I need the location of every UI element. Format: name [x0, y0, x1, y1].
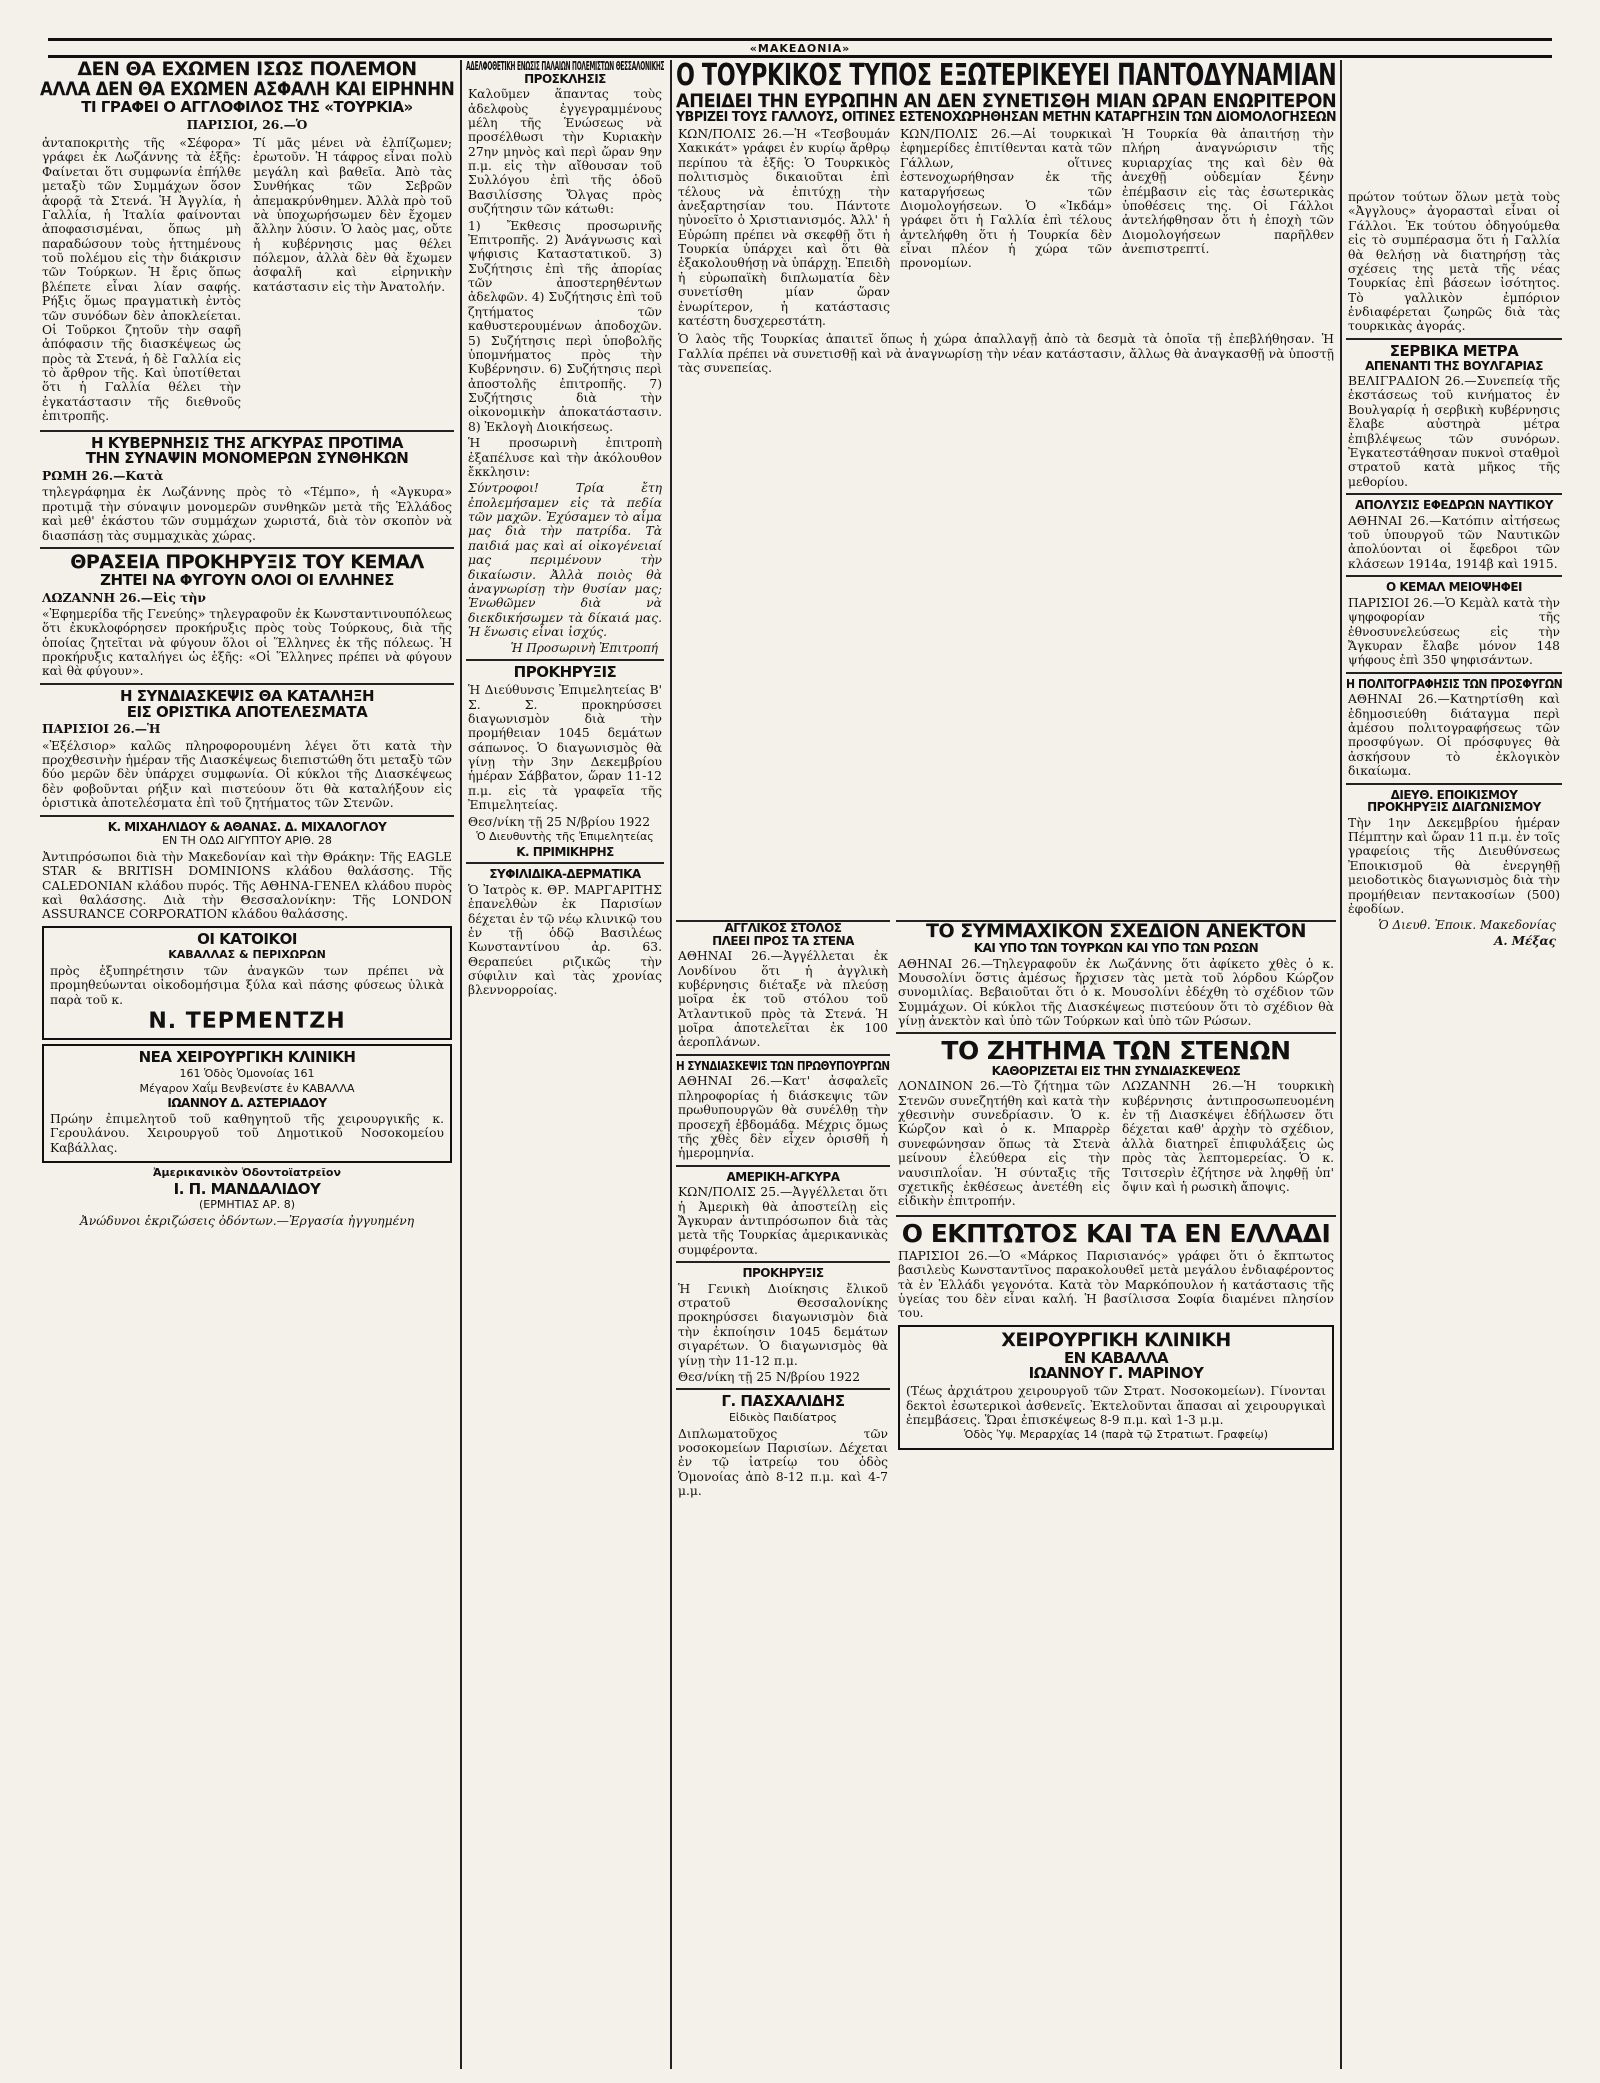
column-5 [1346, 60, 1562, 2069]
signature: Ὁ Διευθ. Ἐποικ. Μακεδονίας [1378, 918, 1556, 933]
ad-line: Μέγαρον Χαΐμ Βενβενίστε ἐν ΚΑΒΑΛΛΑ [139, 1081, 355, 1095]
headline: ΑΠΕΝΑΝΤΙ ΤΗΣ ΒΟΥΛΓΑΡΙΑΣ [1365, 358, 1543, 373]
divider [40, 683, 454, 685]
divider [1346, 672, 1562, 674]
divider [1346, 493, 1562, 495]
ad-name: Ι. Π. ΜΑΝΔΑΛΙΔΟΥ [173, 1179, 321, 1198]
headline: Η ΚΥΒΕΡΝΗΣΙΣ ΤΗΣ ΑΓΚΥΡΑΣ ΠΡΟΤΙΜΑ [91, 433, 403, 452]
column-3a [676, 920, 890, 2069]
article-text: Τί μᾶς μένει νὰ ἐλπίζωμεν; ἐρωτοῦν. Ἡ τάφρος εἶναι πολὺ μεγάλη καὶ βαθεῖα. Ἀπὸ τὰς Συνθήκας τῶν Σεβρῶν ἀπεμακρύνθημεν. Ἀλλὰ πρὸ τοῦ νὰ ὑποχωρήσωμεν δὲν ἔχομεν ἄλλην λύσιν. Ὁ λαὸς μας, οὔτε ἡ κυβέρνησις μας θέλει πόλεμον, ἀλλὰ δὲν θὰ ἔχωμεν ἀσφαλῆ καὶ εἰρηνικὴν κατάστασιν εἰς τὴν Ἀνατολήν. [253, 136, 452, 294]
ad-box [898, 1325, 1334, 1450]
divider [466, 862, 664, 864]
article-columns [896, 1077, 1336, 1210]
ad-name: ΙΩΑΝΝΟΥ Γ. ΜΑΡΙΝΟΥ [1028, 1364, 1204, 1383]
headline: ΚΑΙ ΥΠΟ ΤΩΝ ΤΟΥΡΚΩΝ ΚΑΙ ΥΠΟ ΤΩΝ ΡΩΣΩΝ [973, 940, 1259, 955]
headline: ΑΠΕΙΔΕΙ ΤΗΝ ΕΥΡΩΠΗΝ ΑΝ ΔΕΝ ΣΥΝΕΤΙΣΘΗ ΜΙΑΝ ΩΡΑΝ ΕΝΩΡΙΤΕΡΟΝ [676, 89, 1336, 112]
signature: Ὁ Διευθυντὴς τῆς Ἐπιμελητείας [476, 829, 654, 843]
article-text: ΑΘΗΝΑΙ 26.—Ἀγγέλλεται ἐκ Λονδίνου ὅτι ἡ ἀγγλικὴ κυβέρνησις διέταξε νὰ πλεύσῃ μοῖρα ἐκ τοῦ στόλου τοῦ Ἀτλαντικοῦ πρὸς τὰ Στενά. Ἡ μοῖρα ἀποτελεῖται ἐκ 100 ἀεροπλάνων. [678, 949, 888, 1050]
headline: ΘΡΑΣΕΙΑ ΠΡΟΚΗΡΥΞΙΣ ΤΟΥ ΚΕΜΑΛ [70, 550, 424, 573]
article-text: ΚΩΝ/ΠΟΛΙΣ 25.—Ἀγγέλλεται ὅτι ἡ Ἀμερικὴ θὰ ἀποστείλῃ εἰς Ἄγκυραν ἀντιπρόσωπον διὰ τὰς μετὰ τῆς Τουρκίας ἀμερικανικὰς συμφέροντα. [678, 1185, 888, 1257]
headline: Η ΣΥΝΔΙΑΣΚΕΨΙΣ ΘΑ ΚΑΤΑΛΗΞΗ [120, 686, 374, 705]
column-4 [896, 920, 1336, 2069]
divider [40, 815, 454, 817]
ad-text: Διπλωματοῦχος τῶν νοσοκομείων Παρισίων. Δέχεται ἐν τῷ ἰατρείῳ του ὁδὸς Ὁμονοίας ἀπὸ 8-12 π.μ. καὶ 4-7 μ.μ. [678, 1426, 888, 1499]
article-text: ΒΕΛΙΓΡΑΔΙΟΝ 26.—Συνεπείᾳ τῆς ἐκστάσεως τοῦ κινήματος ἐν Βουλγαρίᾳ ἡ σερβικὴ κυβέρνησις ἔλαβε αὐστηρὰ μέτρα ἐπιβλέψεως τῶν συνόρων. Ἐγκατεστάθησαν πυκνοὶ σταθμοὶ στρατοῦ κατὰ μῆκος τῆς μεθορίου. [1348, 374, 1560, 489]
headline: ΚΑΘΟΡΙΖΕΤΑΙ ΕΙΣ ΤΗΝ ΣΥΝΔΙΑΣΚΕΨΕΩΣ [991, 1063, 1241, 1078]
divider [1346, 575, 1562, 577]
article-text: «Ἐφημερίδα τῆς Γενεύης» τηλεγραφοῦν ἐκ Κωνσταντινουπόλεως ὅτι ἐκυκλοφόρησεν προκήρυξις πρὸς τοὺς Τούρκους, διὰ τῆς ὁποίας ζητεῖται νὰ φύγουν ὅλοι οἱ Ἕλληνες ἐκ τῆς πόλεως. Ἡ προκήρυξις καταλήγει ὡς ἑξῆς: «Οἱ Ἕλληνες πρέπει νὰ φύγουν καὶ θὰ φύγουν». [42, 606, 452, 679]
ad-subtitle: ΕΝ ΚΑΒΑΛΛΑ [1063, 1348, 1169, 1367]
divider [1346, 338, 1562, 340]
article-text: ΛΩΖΑΝΝΗ 26.—Ἡ τουρκικὴ κυβέρνησις ἀντιπροσωπευομένη ἐν τῇ Διασκέψει ἐδήλωσεν ὅτι δέχεται καθ' ἀρχὴν τὸ σχέδιον, ἀλλὰ διατηρεῖ ἐπιφυλάξεις ὡς πρὸς τὰς λεπτομερείας. Ὁ κ. Τσιτσερὶν ἐζήτησε νὰ ληφθῇ ὑπ' ὄψιν καὶ ἡ ρωσικὴ ἄποψις. [1122, 1079, 1334, 1194]
article-text: ΠΑΡΙΣΙΟΙ 26.—Ὁ «Μάρκος Παρισιανός» γράφει ὅτι ὁ ἔκπτωτος βασιλεὺς Κωνσταντῖνος παρακολουθεῖ μετὰ μεγάλου ἐνδιαφέροντος τὰ ἐν Ἑλλάδι γεγονότα. Κατὰ τὸν Μαρκόπουλον ἡ κατάστασις τῆς ὑγείας του δὲν εἶναι καλή. Ἡ βασίλισσα Σοφία διαμένει πλησίον του. [898, 1248, 1334, 1321]
article-text: ΑΘΗΝΑΙ 26.—Κατόπιν αἰτήσεως τοῦ ὑπουργοῦ τῶν Ναυτικῶν ἀπολύονται οἱ ἔφεδροι τῶν κλάσεων 1914α, 1914β καὶ 1915. [1348, 513, 1560, 571]
headline: ΠΡΟΣΚΛΗΣΙΣ [524, 71, 606, 86]
article-text: ΚΩΝ/ΠΟΛΙΣ 26.—Αἱ τουρκικαὶ ἐφημερίδες ἐπιτίθενται κατὰ τῶν Γάλλων, οἵτινες ἐστενοχωρήθησαν ἐκ τῆς καταργήσεως τῶν Διομολογήσεων. Ὁ «Ἰκδάμ» γράφει ὅτι ἡ Γαλλία ἐπὶ τέλους ἀντελήφθη ὅτι ἡ Τουρκία δὲν εἶναι πλέον ἡ χώρα τῶν προνομίων. [900, 127, 1112, 271]
headline: ΠΡΟΚΗΡΥΞΙΣ [742, 1266, 824, 1281]
signature-name: Α. Μέξας [1494, 934, 1556, 949]
headline: ΠΡΟΚΗΡΥΞΙΣ ΔΙΑΓΩΝΙΣΜΟΥ [1367, 800, 1541, 815]
headline: ΠΛΕΕΙ ΠΡΟΣ ΤΑ ΣΤΕΝΑ [712, 933, 854, 948]
ad-box [42, 1044, 452, 1163]
ad-text: Ὁ Ἰατρὸς κ. ΘΡ. ΜΑΡΓΑΡΙΤΗΣ ἐπανελθὼν ἐκ Παρισίων δέχεται ἐν τῷ νέῳ κλινικῷ του ἐν τῇ ὁδῷ Βασιλέως Κωνσταντίνου ἀρ. 63. Θεραπεύει ριζικῶς τὴν σύφιλιν καὶ τὰς χρονίας βλεννορροίας. [468, 882, 662, 998]
headline: ΤΟ ΖΗΤΗΜΑ ΤΩΝ ΣΤΕΝΩΝ [941, 1036, 1291, 1066]
article-text: Ὁ λαὸς τῆς Τουρκίας ἀπαιτεῖ ὅπως ἡ χώρα ἀπαλλαγῇ ἀπὸ τὰ δεσμὰ τὰ ὁποῖα τῇ ἐπεβλήθησαν. Ἡ Γαλλία πρέπει νὰ συνετισθῇ καὶ νὰ ἀναγνωρίσῃ τὴν νέαν κατάστασιν, ἄλλως θὰ ἀναγκασθῇ νὰ ὑποστῇ τὰς συνεπείας. [678, 332, 1334, 376]
headline: ΑΜΕΡΙΚΗ-ΑΓΚΥΡΑ [726, 1169, 840, 1184]
ad-text: πρὸς ἐξυπηρέτησιν τῶν ἀναγκῶν των πρέπει νὰ προμηθεύωνται οἰκοδομήσιμα ξύλα καὶ πάσης φύσεως ὑλικὰ παρὰ τοῦ κ. [50, 964, 444, 1007]
ad-subtitle: (ΕΡΜΗΤΙΑΣ ΑΡ. 8) [198, 1198, 295, 1212]
article-columns [40, 134, 454, 426]
ad-subtitle: ΕΝ ΤΗ ΟΔΩ ΑΙΓΥΠΤΟΥ ΑΡΙΘ. 28 [162, 834, 332, 848]
article-text: ΚΩΝ/ΠΟΛΙΣ 26.—Ἡ «Τεσβουμάν Χακικάτ» γράφει ἐν κυρίῳ ἄρθρῳ περίπου τὰ ἑξῆς: Ὁ Τουρκικὸς πολιτισμὸς δικαιοῦται ἐπὶ τέλους νὰ ἐπιτύχῃ τὴν ἀνεξαρτησίαν του. Πάντοτε ηὐνοεῖτο ὁ Χριστιανισμός. Ἀλλ' ἡ Εὐρώπη πρέπει νὰ σκεφθῇ ὅτι ἡ Τουρκία ὑπάρχει καὶ ὅτι θὰ ἐξακολουθήσῃ νὰ ὑπάρχῃ. Ἐπειδὴ ἡ εὐρωπαϊκὴ διπλωματία δὲν συνετίσθη μίαν ὥραν ἐνωρίτερον, ἡ κατάστασις κατέστη δυσχερεστάτη. [678, 127, 890, 328]
ad-title: Κ. ΜΙΧΑΗΛΙΔΟΥ & ΑΘΑΝΑΣ. Δ. ΜΙΧΑΛΟΓΛΟΥ [107, 819, 387, 834]
ad-name: Ν. ΤΕΡΜΕΝΤΖΗ [148, 1009, 346, 1035]
headline: ΑΛΛΑ ΔΕΝ ΘΑ ΕΧΩΜΕΝ ΑΣΦΑΛΗ ΚΑΙ ΕΙΡΗΝΗΝ [40, 77, 454, 100]
divider [676, 1261, 890, 1263]
headline: ΥΒΡΙΖΕΙ ΤΟΥΣ ΓΑΛΛΟΥΣ, ΟΙΤΙΝΕΣ ΕΣΤΕΝΟΧΩΡΗΘΗΣΑΝ ΜΕΤΗΝ ΚΑΤΑΡΓΗΣΙΝ ΤΩΝ ΔΙΟΜΟΛΟΓΗΣΕΩΝ [676, 110, 1336, 126]
article-text: Καλοῦμεν ἅπαντας τοὺς ἀδελφοὺς ἐγγεγραμμένους μέλη τῆς Ἑνώσεως νὰ προσέλθωσι τὴν Κυριακὴν 27ην μηνὸς καὶ περὶ ὥραν 9ην π.μ. εἰς τὴν αἴθουσαν τοῦ Συλλόγου ἐπὶ τῆς ὁδοῦ Βασιλίσσης Ὄλγας πρὸς συζήτησιν τῶν κάτωθι: [468, 87, 662, 217]
article-text: Τὴν 1ην Δεκεμβρίου ἡμέραν Πέμπτην καὶ ὥραν 11 π.μ. ἐν τοῖς γραφείοις τῆς Διευθύνσεως Ἐποικισμοῦ θὰ ἐνεργηθῇ μειοδοτικὸς διαγωνισμὸς διὰ τὴν προμήθειαν πεντακοσίων (500) ἐφοδίων. [1348, 815, 1560, 916]
headline: ΑΠΟΛΥΣΙΣ ΕΦΕΔΡΩΝ ΝΑΥΤΙΚΟΥ [1354, 498, 1553, 513]
divider [896, 1215, 1336, 1217]
column-2 [466, 60, 664, 2069]
dateline: ΛΩΖΑΝΝΗ 26.—Εἰς τὴν [42, 589, 206, 605]
headline: Ο ΚΕΜΑΛ ΜΕΙΟΨΗΦΕΙ [1386, 580, 1522, 595]
signature: Ἡ Προσωρινὴ Ἐπιτροπή [510, 641, 658, 656]
date-line: Θεσ/νίκη τῇ 25 Ν/βρίου 1922 [678, 1369, 861, 1384]
ad-address: Ὁδὸς Ὑψ. Μεραρχίας 14 (παρὰ τῷ Στρατιωτ. Γραφείῳ) [963, 1428, 1269, 1442]
column-rule [670, 60, 672, 2069]
article-text: ἀνταποκριτὴς τῆς «Σέφορα» γράφει ἐκ Λωζάννης τὰ ἑξῆς: Φαίνεται ὅτι συμφωνία ἐπήλθε μεταξὺ τῶν Συμμάχων ὅσον ἀφορᾷ τὰ Στενά. Ἡ Ἀγγλία, ἡ Γαλλία, ἡ Ἰταλία φαίνονται ἀποφασισμέναι, ὅπως μὴ παραδώσουν τοὺς ἡττημένους τοῦ πολέμου εἰς τὴν διάκρισιν τῶν Τούρκων. Ἡ ἔρις ὅπως βλέπετε εἶναι λίαν σαφής. Ρήξις ὅμως πραγματικὴ ἐντὸς τῶν συνόδων δὲν ἀποκλείεται. Οἱ Τοῦρκοι ζητοῦν τὴν σαφῆ ἀπόφασιν τῆς διασκέψεως ὡς πρὸς τὰ Στενά, ἡ δὲ Γαλλία εἰς τὸ ἄρθρον τῆς. Καὶ ὑποτίθεται ὅτι ἡ Γαλλία θέλει τὴν ἐγκατάστασιν τῆς διεθνοῦς ἐπιτροπῆς. [42, 136, 241, 424]
divider [896, 1032, 1336, 1034]
headline: Ο ΤΟΥΡΚΙΚΟΣ ΤΥΠΟΣ ΕΞΩΤΕΡΙΚΕΥΕΙ ΠΑΝΤΟΔΥΝΑΜΙΑΝ [676, 60, 1336, 93]
divider [676, 1388, 890, 1390]
ad-text: Πρώην ἐπιμελητοῦ τοῦ καθηγητοῦ τῆς χειρουργικῆς κ. Γερουλάνου. Χειρουργοῦ τοῦ Δημοτικοῦ Νοσοκομείου Καβάλλας. [50, 1111, 444, 1155]
divider [676, 1165, 890, 1167]
headline: Η ΣΥΝΔΙΑΣΚΕΨΙΣ ΤΩΝ ΠΡΩΘΥΠΟΥΡΓΩΝ [676, 1058, 890, 1073]
column-rule [1340, 60, 1342, 2069]
dateline: ΠΑΡΙΣΙΟΙ 26.—Ἡ [42, 721, 161, 737]
headline: ΠΡΟΚΗΡΥΞΙΣ [513, 663, 617, 682]
headline: ΤΟ ΣΥΜΜΑΧΙΚΟΝ ΣΧΕΔΙΟΝ ΑΝΕΚΤΟΝ [926, 920, 1306, 942]
article-text: τηλεγράφημα ἐκ Λωζάννης πρὸς τὸ «Τέμπο», ἡ «Ἀγκυρα» προτιμᾷ τὴν σύναψιν μονομερῶν συνθηκῶν μετὰ τῆς Ἑλλάδος καὶ μεθ' ἑκάστου τῶν συμμάχων χωριστά, διὰ τὸν σκοπὸν νὰ διασπάσῃ τὰς συμμαχικὰς χώρας. [42, 485, 452, 543]
ad-text: Ἀνώδυνοι ἐκριζώσεις ὀδόντων.—Ἐργασία ἠγγυημένη [79, 1213, 415, 1228]
ad-title: Ἀμερικανικὸν Ὀδοντοϊατρεῖον [153, 1165, 341, 1179]
divider [1346, 783, 1562, 785]
headline: ΤΗΝ ΣΥΝΑΨΙΝ ΜΟΝΟΜΕΡΩΝ ΣΥΝΘΗΚΩΝ [85, 449, 409, 468]
signature-name: Κ. ΠΡΙΜΙΚΗΡΗΣ [516, 844, 614, 859]
divider [40, 430, 454, 432]
ad-name: ΙΩΑΝΝΟΥ Δ. ΑΣΤΕΡΙΑΔΟΥ [167, 1096, 327, 1111]
headline: Γ. ΠΑΣΧΑΛΙΔΗΣ [721, 1392, 845, 1411]
headline: ΣΥΦΙΛΙΔΙΚΑ-ΔΕΡΜΑΤΙΚΑ [489, 867, 641, 882]
article-text: Σύντροφοι! Τρία ἔτη ἐπολεμήσαμεν εἰς τὰ πεδία τῶν μαχῶν. Ἐχύσαμεν τὸ αἷμα μας διὰ τὴν πατρίδα. Τὰ παιδιά μας καὶ αἱ οἰκογένειαί μας περιμένουν τὴν δικαίωσιν. Ἀλλὰ ποιὸς θὰ ἀναγνωρίσῃ τὴν θυσίαν μας; Ἐνωθῶμεν διὰ νὰ διεκδικήσωμεν τὰ δίκαιά μας. Ἡ ἕνωσις εἶναι ἰσχύς. [468, 481, 662, 640]
masthead-bar [48, 38, 1552, 58]
divider [676, 1054, 890, 1056]
headline: ΑΓΓΛΙΚΟΣ ΣΤΟΛΟΣ [724, 921, 842, 935]
column-rule [460, 60, 462, 2069]
headline: ΖΗΤΕΙ ΝΑ ΦΥΓΟΥΝ ΟΛΟΙ ΟΙ ΕΛΛΗΝΕΣ [100, 570, 394, 589]
ad-title: ΝΕΑ ΧΕΙΡΟΥΡΓΙΚΗ ΚΛΙΝΙΚΗ [138, 1048, 356, 1067]
masthead-title: «ΜΑΚΕΔΟΝΙΑ» [740, 42, 860, 55]
article-text: Ἡ Γενικὴ Διοίκησις ἔλικοῦ στρατοῦ Θεσσαλονίκης προκηρύσσει διαγωνισμὸν διὰ τὴν ἐκποίησιν 1045 δεμάτων σιγαρέτων. Ὁ διαγωνισμὸς θὰ γίνῃ τὴν 11-12 π.μ. [678, 1281, 888, 1368]
ad-address: 161 Ὁδὸς Ὁμονοίας 161 [179, 1066, 315, 1080]
article-text: πρώτον τούτων ὅλων μετὰ τοὺς «Ἀγγλους» ἀγορασταὶ εἶναι οἱ Γάλλοι. Ἐκ τούτου ὁδηγούμεθα εἰς τὸ συμπέρασμα ὅτι ἡ Γαλλία θὰ θελήσῃ νὰ διατηρήσῃ τὰς σχέσεις της μετὰ τῆς νέας Τουρκίας ἐπὶ βάσεων ἰσότητος. Τὸ γαλλικὸν ἐμπόριον ἐνδιαφέρεται ζωηρῶς διὰ τὰς τουρκικὰς ἀγοράς. [1348, 190, 1560, 334]
article-text: ΑΘΗΝΑΙ 26.—Τηλεγραφοῦν ἐκ Λωζάννης ὅτι ἀφίκετο χθὲς ὁ κ. Μουσολίνι ὅστις ἀμέσως ἤρχισεν τὰς μετὰ τοῦ λόρδου Κώρζον συνομιλίας. Βεβαιοῦται ὅτι ὁ κ. Μουσολίνι ἐδέχθη τὸ σχέδιον τῶν Συμμάχων. Οἱ κύκλοι τῆς Διασκέψεως πιστεύουν ὅτι τὸ σχέδιον θὰ γίνῃ ἀνεκτὸν καὶ ὑπὸ τῶν Τούρκων καὶ ὑπὸ τῶν Ρώσων. [898, 956, 1334, 1029]
article-text: 1) Ἔκθεσις προσωρινῆς Ἐπιτροπῆς. 2) Ἀνάγνωσις καὶ ψήφισις Καταστατικοῦ. 3) Συζήτησις ἐπὶ τῆς ἀπορίας τῶν ἀποστερηθέντων ἀδελφῶν. 4) Συζήτησις ἐπὶ τοῦ ζητήματος τῶν καθυστερουμένων ἀποδοχῶν. 5) Συζήτησις περὶ ὑποβολῆς ὑπομνήματος πρὸς τὴν Κυβέρνησιν. 6) Συζήτησις περὶ ἀποστολῆς ἐπιτροπῆς. 7) Συζήτησις διὰ τὴν οἰκονομικὴν ἀποκατάστασιν. 8) Ἐκλογὴ Διοικήσεως. [468, 218, 662, 434]
date-line: Θεσ/νίκη τῇ 25 Ν/βρίου 1922 [468, 814, 651, 829]
article-text: Ἡ Διεύθυνσις Ἐπιμελητείας Β' Σ. Σ. προκηρύσσει διαγωνισμὸν διὰ τὴν προμήθειαν 1045 δεμάτων σάπωνος. Ὁ διαγωνισμὸς θὰ γίνῃ τὴν 3ην Δεκεμβρίου ἡμέραν Σάββατον, ὥραν 11-12 π.μ. εἰς τὰ γραφεῖα τῆς Ἐπιμελητείας. [468, 683, 662, 813]
article-text: ΑΘΗΝΑΙ 26.—Κατ' ἀσφαλεῖς πληροφορίας ἡ διάσκεψις τῶν πρωθυπουργῶν θὰ συνέλθῃ τὴν προσεχῆ ἑβδομάδα. Μέχρις ὅμως τῆς χθὲς δὲν εἶχεν ὁρισθῆ ἡ ἡμερομηνία. [678, 1074, 888, 1161]
article-columns [676, 125, 1336, 330]
divider [466, 659, 664, 661]
ad-title: ΟΙ ΚΑΤΟΙΚΟΙ [197, 929, 297, 948]
headline: ΔΙΕΥΘ. ΕΠΟΙΚΙΣΜΟΥ [1390, 787, 1518, 802]
divider [40, 547, 454, 549]
ad-box [42, 926, 452, 1041]
article-text: ΠΑΡΙΣΙΟΙ 26.—Ὁ Κεμὰλ κατὰ τὴν ψηφοφορίαν τῆς ἐθνοσυνελεύσεως εἰς τὴν Ἄγκυραν ἔλαβε μόνον 148 ψήφους ἐπὶ 350 ψηφισάντων. [1348, 595, 1560, 668]
headline: Η ΠΟΛΙΤΟΓΡΑΦΗΣΙΣ ΤΩΝ ΠΡΟΣΦΥΓΩΝ [1346, 676, 1562, 691]
headline: ΣΕΡΒΙΚΑ ΜΕΤΡΑ [1389, 341, 1519, 360]
article-text: ΑΘΗΝΑΙ 26.—Κατηρτίσθη καὶ ἐδημοσιεύθη διάταγμα περὶ ἀμέσου πολιτογραφήσεως τῶν προσφύγων. Οἱ πρόσφυγες θὰ ἀσκήσουν τὸ ἐκλογικὸν δικαίωμα. [1348, 692, 1560, 779]
ad-subtitle: Εἰδικὸς Παιδίατρος [728, 1411, 838, 1425]
article-text: ΛΟΝΔΙΝΟΝ 26.—Τὸ ζήτημα τῶν Στενῶν συνεζητήθη καὶ κατὰ τὴν χθεσινὴν συνεδρίασιν. Ὁ κ. Κώρζον καὶ ὁ κ. Μπαρρὲρ συνεφώνησαν ὅπως τὰ Στενὰ μείνουν ἐλεύθερα εἰς τὴν ναυσιπλοΐαν. Ἡ σύνταξις τῆς σχετικῆς ἐκθέσεως ἀνετέθη εἰς εἰδικὴν ἐπιτροπήν. [898, 1079, 1110, 1209]
dateline: ΡΩΜΗ 26.—Κατὰ [42, 468, 164, 483]
column-1 [40, 60, 454, 2069]
headline: Ο ΕΚΠΤΩΤΟΣ ΚΑΙ ΤΑ ΕΝ ΕΛΛΑΔΙ [901, 1218, 1331, 1248]
ad-title: ΧΕΙΡΟΥΡΓΙΚΗ ΚΛΙΝΙΚΗ [1001, 1328, 1231, 1351]
article-text: Ἡ Τουρκία θὰ ἀπαιτήσῃ τὴν πλήρη ἀναγνώρισιν τῆς κυριαρχίας της καὶ δὲν θὰ ἀνεχθῇ οὐδεμίαν ξένην ἐπέμβασιν εἰς τὰς ἐσωτερικὰς ὑποθέσεις της. Οἱ Γάλλοι ἀντελήφθησαν ὅτι ἡ ἐποχὴ τῶν Διομολογήσεων παρῆλθεν ἀνεπιστρεπτί. [1122, 127, 1334, 257]
headline: ΔΕΝ ΘΑ ΕΧΩΜΕΝ ΙΣΩΣ ΠΟΛΕΜΟΝ [77, 60, 417, 80]
ad-text: Ἀντιπρόσωποι διὰ τὴν Μακεδονίαν καὶ τὴν Θράκην: Τῆς EAGLE STAR & BRITISH DOMINIONS κλάδου θαλάσσης. Τῆς CALEDONIAN κλάδου πυρός. Τῆς ΑΘΗΝΑ-ΓΕΝΕΛ κλάδου πυρὸς καὶ θαλάσσης. Διὰ τὴν Θεσσαλονίκην: Τῆς LONDON ASSURANCE CORPORATION κλάδου θαλάσσης. [42, 849, 452, 922]
article-text: Ἡ προσωρινὴ ἐπιτροπὴ ἐξαπέλυσε καὶ τὴν ἀκόλουθον ἔκκλησιν: [468, 436, 662, 479]
headline: ΑΔΕΛΦΟΘΕΤΙΚΗ ΕΝΩΣΙΣ ΠΑΛΑΙΩΝ ΠΟΛΕΜΙΣΤΩΝ ΘΕΣΣΑΛΟΝΙΚΗΣ [466, 60, 664, 73]
headline: ΤΙ ΓΡΑΦΕΙ Ο ΑΓΓΛΟΦΙΛΟΣ ΤΗΣ «ΤΟΥΡΚΙΑ» [81, 97, 413, 116]
ad-subtitle: ΚΑΒΑΛΛΑΣ & ΠΕΡΙΧΩΡΩΝ [168, 948, 326, 962]
dateline: ΠΑΡΙΣΙΟΙ, 26.—Ὁ [186, 116, 308, 132]
ad-text: (Τέως ἀρχιάτρου χειρουργοῦ τῶν Στρατ. Νοσοκομείων). Γίνονται δεκτοὶ ἐσωτερικοὶ ἀσθενεῖς. Ἐκτελοῦνται ἅπασαι αἱ χειρουργικαὶ ἐπεμβάσεις. Ὥραι ἐπισκέψεως 8-9 π.μ. καὶ 1-3 μ.μ. [906, 1384, 1326, 1427]
article-text: «Ἐξέλσιορ» καλῶς πληροφορουμένη λέγει ὅτι κατὰ τὴν προχθεσινὴν ἡμέραν τῆς Διασκέψεως διεπιστώθη ὅτι μεταξὺ τῶν δύο μερῶν δὲν ὑπάρχει συμφωνία. Οἱ κύκλοι τῆς Διασκέψεως δὲν φοβοῦνται ρήξιν καὶ πιστεύουν ὅτι θὰ καταλήξουν εἰς ὁριστικὰ ἀποτελέσματα ἐπὶ τοῦ ζητήματος τῶν Στενῶν. [42, 738, 452, 811]
headline: ΕΙΣ ΟΡΙΣΤΙΚΑ ΑΠΟΤΕΛΕΣΜΑΤΑ [126, 702, 368, 721]
